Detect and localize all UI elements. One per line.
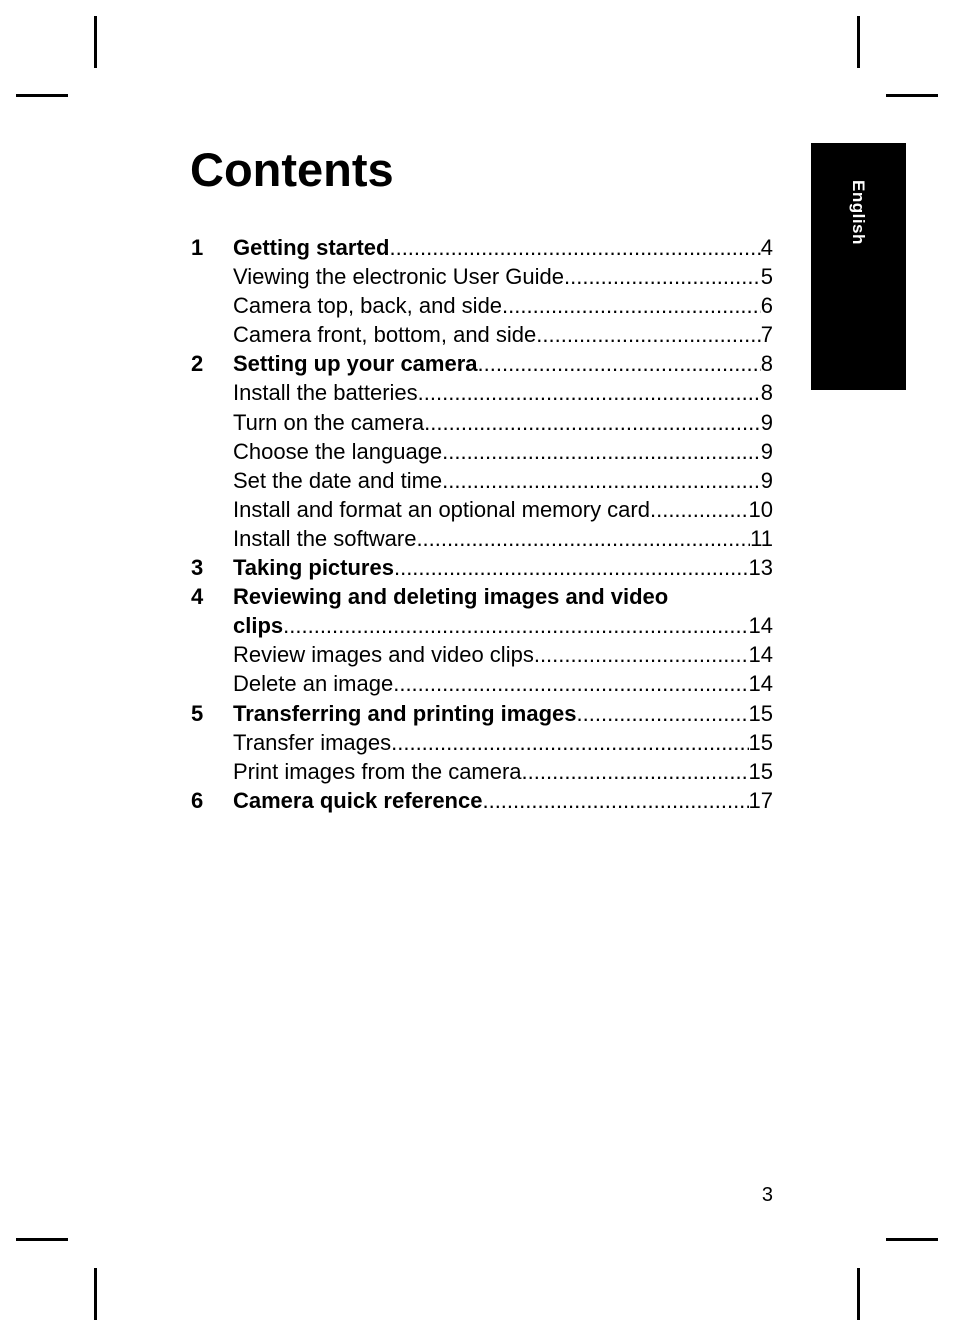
toc-entry-dot-leader	[522, 757, 749, 786]
toc-entry-title: Camera quick reference	[233, 787, 483, 813]
toc-entry-page: 14	[748, 642, 773, 668]
toc-entry-number: 5	[191, 700, 204, 726]
toc-entry[interactable]	[191, 320, 773, 349]
toc-entry-number: 2	[191, 351, 204, 377]
toc-entry-page: 14	[748, 613, 773, 639]
toc-entry-dot-leader	[577, 699, 749, 728]
toc-entry[interactable]	[191, 466, 773, 495]
toc-entry[interactable]	[191, 291, 773, 320]
toc-entry-title: Install the software	[233, 525, 417, 551]
toc-entry-dot-leader	[442, 437, 761, 466]
crop-mark-top-left-horizontal	[16, 94, 68, 97]
toc-entry-number: 1	[191, 235, 204, 260]
toc-entry[interactable]	[191, 669, 773, 698]
toc-entry-page: 10	[748, 496, 773, 522]
toc-entry-page: 9	[760, 409, 773, 435]
crop-mark-top-right-horizontal	[886, 94, 938, 97]
toc-entry-dot-leader	[389, 233, 760, 262]
crop-mark-top-right-vertical	[857, 16, 860, 68]
toc-entry[interactable]	[191, 728, 773, 757]
page-number: 3	[761, 1184, 773, 1206]
toc-entry-dot-leader	[502, 291, 761, 320]
toc-entry-dot-leader	[394, 553, 749, 582]
toc-entry-title: Delete an image	[233, 671, 394, 697]
toc-entry-dot-leader	[418, 378, 761, 407]
toc-entry-title: Camera top, back, and side	[233, 293, 503, 319]
toc-entry-page: 9	[760, 467, 773, 493]
toc-entry-title: Print images from the camera	[233, 758, 522, 784]
page-title: Contents	[190, 143, 394, 196]
toc-entry[interactable]	[191, 757, 773, 786]
toc-entry[interactable]	[191, 495, 773, 524]
toc-entry-dot-leader	[478, 349, 761, 378]
toc-entry-title: Install the batteries	[233, 380, 418, 406]
toc-entry-page: 8	[760, 380, 773, 406]
language-tab-label: English	[849, 180, 868, 245]
toc-entry-title: clips	[233, 613, 284, 639]
toc-entry-page: 11	[750, 525, 773, 551]
toc-entry-title: Review images and video clips	[233, 642, 534, 668]
toc-entry-page: 15	[748, 758, 773, 784]
toc-entry-title: Set the date and time	[233, 467, 443, 493]
toc-entry-title: Reviewing and deleting images and video	[233, 584, 669, 610]
toc-entry[interactable]	[191, 699, 773, 728]
toc-entry[interactable]	[191, 408, 773, 437]
toc-entry-page: 15	[748, 700, 773, 726]
toc-entry-page: 4	[760, 235, 773, 260]
toc-entry-dot-leader	[393, 669, 748, 698]
toc-entry-dot-leader	[536, 320, 760, 349]
language-tab	[811, 143, 906, 390]
toc-entry-dot-leader	[650, 495, 749, 524]
toc-entry-dot-leader	[424, 408, 761, 437]
toc-entry-page: 8	[760, 351, 773, 377]
toc-entry[interactable]	[191, 640, 773, 669]
toc-entry[interactable]	[191, 524, 773, 553]
toc-entry-title: Viewing the electronic User Guide	[233, 264, 564, 290]
toc-entry-number: 3	[191, 555, 204, 581]
toc-entry-dot-leader	[283, 611, 748, 640]
crop-mark-bottom-left-vertical	[94, 1268, 97, 1320]
toc-entry-title: Taking pictures	[233, 555, 394, 581]
toc-entry-page: 13	[748, 555, 773, 581]
toc-entry[interactable]	[191, 378, 773, 407]
toc-entry-dot-leader	[564, 262, 761, 291]
toc-entry-page: 5	[760, 264, 773, 290]
toc-entry-title: Turn on the camera	[233, 409, 425, 435]
toc-entry-dot-leader	[416, 524, 750, 553]
toc-entry-title: Getting started	[233, 235, 390, 260]
toc-entry-page: 7	[760, 322, 773, 348]
toc-entry-page: 9	[760, 438, 773, 464]
toc-entry[interactable]	[191, 262, 773, 291]
toc-entry-page: 15	[748, 729, 773, 755]
toc-entry-dot-leader	[534, 640, 749, 669]
toc-entry-page: 17	[748, 787, 773, 813]
toc-entry-title: Camera front, bottom, and side	[233, 322, 537, 348]
toc-entry-number: 6	[191, 787, 204, 813]
toc-entry-title: Choose the language	[233, 438, 443, 464]
toc-entry[interactable]	[191, 553, 773, 582]
toc-entry-title: Setting up your camera	[233, 351, 478, 377]
crop-mark-bottom-left-horizontal	[16, 1238, 68, 1241]
toc-entry-number: 4	[191, 584, 204, 610]
toc-entry-title: Transfer images	[233, 729, 392, 755]
toc-entry[interactable]	[191, 437, 773, 466]
toc-entry-title: Transferring and printing images	[233, 700, 577, 726]
toc-entry[interactable]	[191, 611, 773, 640]
toc-entry-dot-leader	[442, 466, 761, 495]
crop-mark-top-left-vertical	[94, 16, 97, 68]
toc-entry-dot-leader	[482, 786, 748, 815]
toc-entry-title: Install and format an optional memory card	[233, 496, 650, 522]
toc-entry[interactable]	[191, 233, 773, 262]
toc-entry-page: 6	[760, 293, 773, 319]
crop-mark-bottom-right-horizontal	[886, 1238, 938, 1241]
toc-entry[interactable]	[191, 582, 773, 611]
toc-entry[interactable]	[191, 786, 773, 815]
toc-entry[interactable]	[191, 349, 773, 378]
table-of-contents	[191, 233, 773, 815]
crop-mark-bottom-right-vertical	[857, 1268, 860, 1320]
toc-entry-dot-leader	[391, 728, 748, 757]
toc-entry-page: 14	[748, 671, 773, 697]
